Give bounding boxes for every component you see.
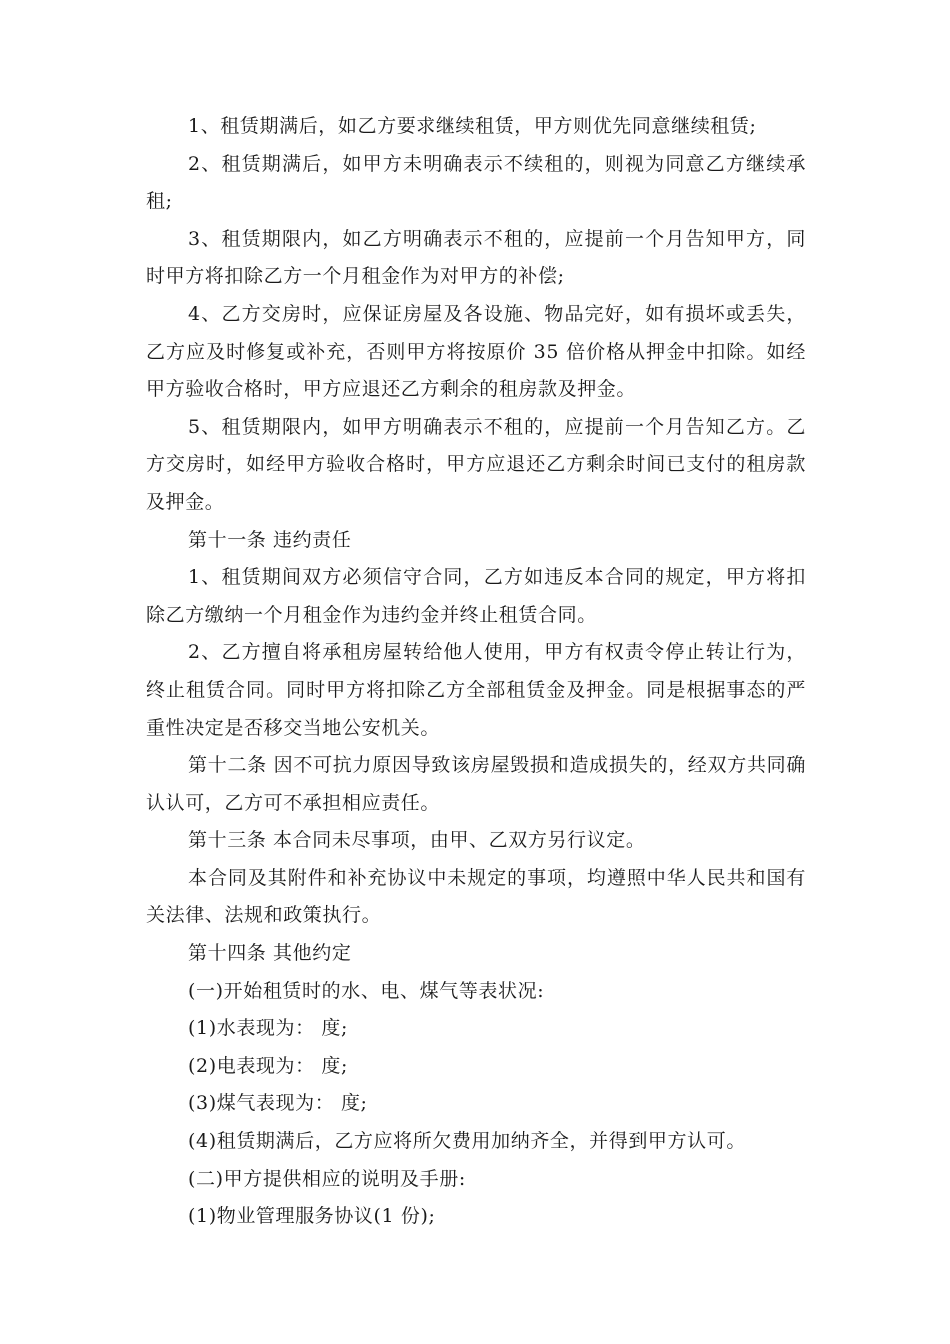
clause-paragraph: 1、租赁期满后，如乙方要求继续租赁，甲方则优先同意继续租赁; (188, 115, 757, 137)
clause-paragraph: (一)开始租赁时的水、电、煤气等表状况: (188, 979, 545, 1002)
article-paragraph: 第十二条 因不可抗力原因导致该房屋毁损和造成损失的，经双方共同确认认可，乙方可不承担相应责任。 (146, 754, 806, 814)
clause-paragraph: 本合同及其附件和补充协议中未规定的事项，均遵照中华人民共和国有关法律、法规和政策执行。 (146, 866, 806, 927)
clause-paragraph: (二)甲方提供相应的说明及手册: (188, 1167, 466, 1190)
clause-paragraph: 4、乙方交房时，应保证房屋及各设施、物品完好，如有损坏或丢失，乙方应及时修复或补充，否则甲方将按原价 35 倍价格从押金中扣除。如经甲方验收合格时，甲方应退还乙方剩余的租房款及押金。 (146, 302, 806, 401)
clause-paragraph: 3、租赁期限内，如乙方明确表示不租的，应提前一个月告知甲方，同时甲方将扣除乙方一个月租金作为对甲方的补偿; (146, 227, 806, 288)
meter-reading-item: (2)电表现为： 度; (188, 1054, 348, 1077)
contract-text (146, 108, 806, 1236)
meter-reading-item: (3)煤气表现为： 度; (188, 1092, 368, 1115)
clause-paragraph: 2、乙方擅自将承租房屋转给他人使用，甲方有权责令停止转让行为，终止租赁合同。同时甲方将扣除乙方全部租赁金及押金。同是根据事态的严重性决定是否移交当地公安机关。 (146, 641, 806, 739)
article-heading: 第十四条 其他约定 (188, 942, 352, 965)
clause-paragraph: 1、租赁期间双方必须信守合同，乙方如违反本合同的规定，甲方将扣除乙方缴纳一个月租金作为违约金并终止租赁合同。 (146, 566, 806, 626)
clause-paragraph: (4)租赁期满后，乙方应将所欠费用加纳齐全，并得到甲方认可。 (188, 1130, 746, 1153)
article-heading: 第十一条 违约责任 (188, 528, 352, 551)
meter-reading-item: (1)水表现为： 度; (188, 1017, 348, 1040)
article-paragraph: 第十三条 本合同未尽事项，由甲、乙双方另行议定。 (188, 829, 646, 852)
clause-paragraph: 5、租赁期限内，如甲方明确表示不租的，应提前一个月告知乙方。乙方交房时，如经甲方验收合格时，甲方应退还乙方剩余时间已支付的租房款及押金。 (146, 415, 806, 513)
clause-paragraph: 2、租赁期满后，如甲方未明确表示不续租的，则视为同意乙方继续承租; (146, 152, 806, 213)
clause-paragraph: (1)物业管理服务协议(1 份); (188, 1205, 436, 1228)
